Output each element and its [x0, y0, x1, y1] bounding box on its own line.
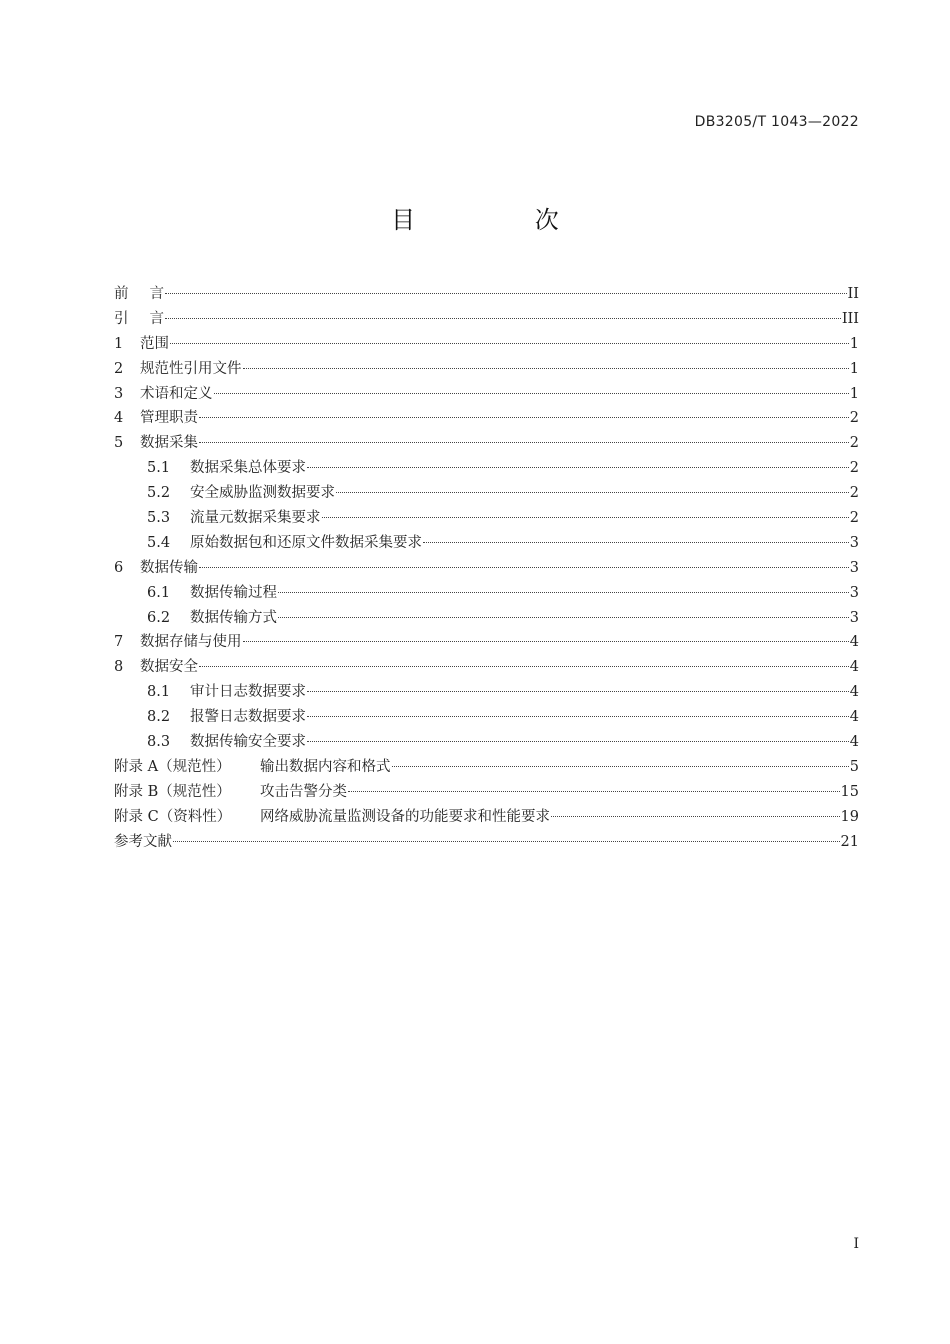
toc-entry-page: 3 [849, 534, 859, 551]
toc-leader-dots [551, 816, 840, 817]
toc-entry[interactable] [114, 506, 859, 531]
toc-entry-number: 附录 C（资料性） [114, 808, 232, 825]
toc-entry-title: 数据采集 [140, 435, 198, 452]
toc-leader-dots [278, 617, 849, 618]
toc-entry-page: 3 [849, 559, 859, 576]
toc-entry-title: 术语和定义 [140, 385, 213, 402]
toc-entry[interactable] [114, 805, 859, 830]
toc-entry[interactable] [114, 655, 859, 680]
toc-entry-page: 4 [849, 659, 859, 676]
toc-entry[interactable] [114, 830, 859, 855]
toc-entry-page: 15 [840, 783, 859, 800]
toc-entry[interactable] [114, 730, 859, 755]
toc-leader-dots [348, 791, 840, 792]
toc-entry[interactable] [114, 282, 859, 307]
toc-entry-title: 数据存储与使用 [140, 634, 242, 651]
toc-entry-number: 5.1 [147, 460, 171, 477]
toc-leader-dots [243, 641, 849, 642]
toc-entry-page: 3 [849, 584, 859, 601]
toc-entry-page: 4 [849, 684, 859, 701]
toc-entry-title: 数据传输安全要求 [190, 734, 306, 751]
toc-entry[interactable] [114, 357, 859, 382]
toc-entry[interactable] [114, 456, 859, 481]
toc-heading: 目 次 [391, 206, 615, 234]
toc-entry-number: 1 [114, 335, 124, 352]
document-code: DB3205/T 1043—2022 [694, 114, 859, 130]
toc-entry-page: 2 [849, 410, 859, 427]
toc-entry-page: 2 [849, 510, 859, 527]
toc-entry-page: 5 [849, 758, 859, 775]
toc-entry[interactable] [114, 556, 859, 581]
toc-entry[interactable] [114, 406, 859, 431]
toc-entry-number: 附录 B（规范性） [114, 783, 231, 800]
toc-entry-page: 4 [849, 709, 859, 726]
toc-entry-number: 5.3 [147, 510, 171, 527]
toc-leader-dots [165, 318, 841, 319]
toc-entry-number: 8.1 [147, 684, 171, 701]
toc-entry-page: 21 [840, 833, 859, 850]
toc-leader-dots [199, 666, 849, 667]
toc-entry-page: II [847, 286, 859, 302]
toc-entry[interactable] [114, 755, 859, 780]
toc-leader-dots [392, 766, 849, 767]
toc-leader-dots [278, 592, 849, 593]
footer-page-number: I [853, 1236, 859, 1252]
toc-entry-page: 4 [849, 734, 859, 751]
toc-leader-dots [307, 716, 849, 717]
toc-entry[interactable] [114, 531, 859, 556]
toc-entry-number: 4 [114, 410, 124, 427]
table-of-contents [114, 282, 859, 854]
toc-entry[interactable] [114, 382, 859, 407]
toc-entry[interactable] [114, 332, 859, 357]
toc-entry[interactable] [114, 630, 859, 655]
toc-entry-title: 原始数据包和还原文件数据采集要求 [190, 534, 422, 551]
toc-entry-number: 3 [114, 385, 124, 402]
toc-leader-dots [173, 841, 840, 842]
toc-entry-number: 6.2 [147, 609, 171, 626]
toc-entry-number: 附录 A（规范性） [114, 758, 231, 775]
toc-leader-dots [307, 691, 849, 692]
toc-entry-title: 管理职责 [140, 410, 198, 427]
toc-entry[interactable] [114, 481, 859, 506]
toc-entry-title: 范围 [140, 335, 169, 352]
toc-entry-number: 2 [114, 360, 124, 377]
toc-entry-title: 数据传输方式 [190, 609, 277, 626]
toc-leader-dots [336, 492, 849, 493]
toc-leader-dots [199, 567, 849, 568]
toc-entry-title: 攻击告警分类 [260, 783, 347, 800]
toc-entry[interactable] [114, 606, 859, 631]
toc-entry-title: 输出数据内容和格式 [260, 758, 391, 775]
toc-entry-page: 1 [849, 360, 859, 377]
toc-leader-dots [322, 517, 849, 518]
toc-entry-title: 言 [149, 310, 164, 327]
toc-entry[interactable] [114, 780, 859, 805]
toc-entry[interactable] [114, 431, 859, 456]
toc-leader-dots [165, 293, 847, 294]
toc-leader-dots [199, 442, 849, 443]
toc-entry-page: 4 [849, 634, 859, 651]
toc-entry-page: 3 [849, 609, 859, 626]
toc-entry-title: 报警日志数据要求 [190, 709, 306, 726]
toc-entry[interactable] [114, 705, 859, 730]
toc-entry-number: 8.3 [147, 734, 171, 751]
toc-entry-number: 6.1 [147, 584, 171, 601]
toc-entry-number: 前 [114, 286, 150, 302]
toc-leader-dots [307, 741, 849, 742]
toc-entry-number: 5.2 [147, 485, 171, 502]
toc-entry-number: 6 [114, 559, 124, 576]
toc-entry-number: 7 [114, 634, 124, 651]
toc-entry-page: III [841, 310, 859, 327]
toc-entry-title: 网络威胁流量监测设备的功能要求和性能要求 [260, 808, 550, 825]
toc-entry[interactable] [114, 307, 859, 332]
toc-entry-number: 引 [114, 310, 150, 327]
toc-entry-number: 5 [114, 435, 124, 452]
toc-entry-title: 言 [149, 286, 164, 302]
toc-entry-title: 数据安全 [140, 659, 198, 676]
toc-entry-title: 流量元数据采集要求 [190, 510, 321, 527]
toc-entry-page: 2 [849, 435, 859, 452]
toc-entry-page: 1 [849, 335, 859, 352]
toc-entry-title: 审计日志数据要求 [190, 684, 306, 701]
toc-entry-page: 1 [849, 385, 859, 402]
toc-leader-dots [307, 467, 849, 468]
toc-leader-dots [214, 393, 849, 394]
toc-entry-title: 参考文献 [114, 833, 172, 850]
toc-entry-number: 8 [114, 659, 124, 676]
toc-entry-title: 数据传输 [140, 559, 198, 576]
toc-entry-title: 数据传输过程 [190, 584, 277, 601]
toc-entry-page: 2 [849, 460, 859, 477]
toc-entry-number: 5.4 [147, 534, 171, 551]
toc-entry-page: 19 [840, 808, 859, 825]
toc-entry[interactable] [114, 581, 859, 606]
toc-leader-dots [199, 417, 849, 418]
toc-entry-title: 规范性引用文件 [140, 360, 242, 377]
toc-entry[interactable] [114, 680, 859, 705]
toc-leader-dots [423, 542, 849, 543]
toc-leader-dots [170, 343, 849, 344]
toc-entry-number: 8.2 [147, 709, 171, 726]
toc-leader-dots [243, 368, 849, 369]
toc-entry-page: 2 [849, 485, 859, 502]
toc-entry-title: 安全威胁监测数据要求 [190, 485, 335, 502]
toc-entry-title: 数据采集总体要求 [190, 460, 306, 477]
